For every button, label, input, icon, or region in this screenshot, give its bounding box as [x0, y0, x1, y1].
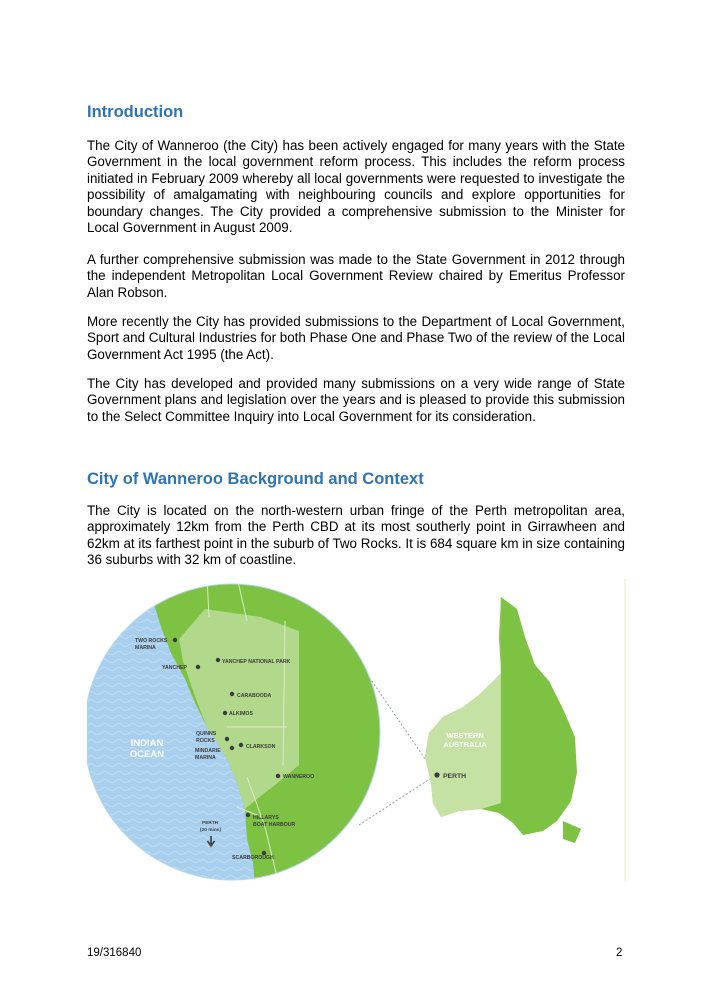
alkimos-marker — [223, 711, 227, 715]
clarkson-label: CLARKSON — [246, 744, 276, 750]
yanchep-marker — [196, 665, 200, 669]
two-rocks-label-1: TWO ROCKS — [135, 638, 168, 644]
wanneroo-label: WANNEROO — [283, 774, 315, 780]
perth-south-label-1: PERTH — [202, 821, 219, 826]
mindarie-label-2: MARINA — [195, 755, 216, 761]
australia-map — [425, 597, 581, 843]
intro-paragraph-3: More recently the City has provided submissions to the Department of Local Government, Sport and Cultural Industries for both Phase One and Phase Two of the review of the Local Government Act 1995 (the Act). — [87, 314, 625, 362]
perth-label: PERTH — [443, 773, 467, 780]
inset-circle — [87, 577, 392, 883]
mindarie-label-1: MINDARIE — [195, 748, 221, 754]
yanchep-national-park-label: YANCHEP NATIONAL PARK — [222, 659, 291, 665]
clarkson-marker — [239, 743, 243, 747]
wa-label-2: AUSTRALIA — [443, 740, 487, 749]
quinns-rocks-marker — [225, 737, 229, 741]
page-number: 2 — [616, 947, 623, 959]
carabooda-label: CARABOODA — [237, 693, 272, 699]
carabooda-marker — [230, 692, 234, 696]
ocean-label-1: INDIAN — [130, 738, 164, 749]
intro-paragraph-2: A further comprehensive submission was made to the State Government in 2012 through the independent Metropolitan Local Government Review chaired by Emeritus Professor Alan Robson. — [87, 252, 625, 300]
quinns-rocks-label-2: ROCKS — [196, 738, 215, 744]
mindarie-marker — [230, 746, 234, 750]
wa-label-1: WESTERN — [446, 731, 484, 740]
background-paragraph: The City is located on the north-western urban fringe of the Perth metropolitan area, approximately 12km from the Perth CBD at its most southerly point in Girrawheen and 62km at its farthest point in the suburb of Two Rocks. It is 684 square km in size containing 36 suburbs with 32 km of coastline. — [87, 503, 625, 568]
background-heading: City of Wanneroo Background and Context — [87, 470, 424, 488]
perth-marker — [434, 772, 439, 777]
hillarys-marker — [246, 813, 250, 817]
yanchep-label: YANCHEP — [162, 665, 187, 671]
ocean-label-2: OCEAN — [129, 749, 165, 760]
perth-south-label-2: (20 mins) — [200, 828, 222, 833]
two-rocks-marker — [173, 638, 177, 642]
scarborough-label: SCARBOROUGH — [232, 855, 274, 861]
quinns-rocks-label-1: QUINNS — [196, 731, 217, 737]
intro-paragraph-1: The City of Wanneroo (the City) has been actively engaged for many years with the State Government in the local government reform process. This includes the reform process initiated in February 2009 whereby all local governments were requested to investigate the possibility of amalgamating with neighbouring councils and explore opportunities for boundary changes. The City provided a comprehensive submission to the Minister for Local Government in August 2009. — [87, 138, 625, 236]
intro-heading: Introduction — [87, 103, 184, 121]
two-rocks-label-2: MARINA — [135, 645, 156, 651]
intro-paragraph-4: The City has developed and provided many submissions on a very wide range of State Government plans and legislation over the years and is pleased to provide this submission to the Select Committee Inquiry into Local Government for its consideration. — [87, 376, 625, 424]
hillarys-label-2: BOAT HARBOUR — [253, 822, 296, 828]
yanchep-national-park-marker — [216, 658, 220, 662]
wanneroo-marker — [276, 774, 280, 778]
hillarys-label-1: HILLARYS — [253, 815, 279, 821]
alkimos-label: ALKIMOS — [229, 711, 253, 717]
document-number: 19/316840 — [87, 947, 142, 959]
wanneroo-location-map — [87, 577, 627, 883]
tasmania — [563, 821, 581, 843]
